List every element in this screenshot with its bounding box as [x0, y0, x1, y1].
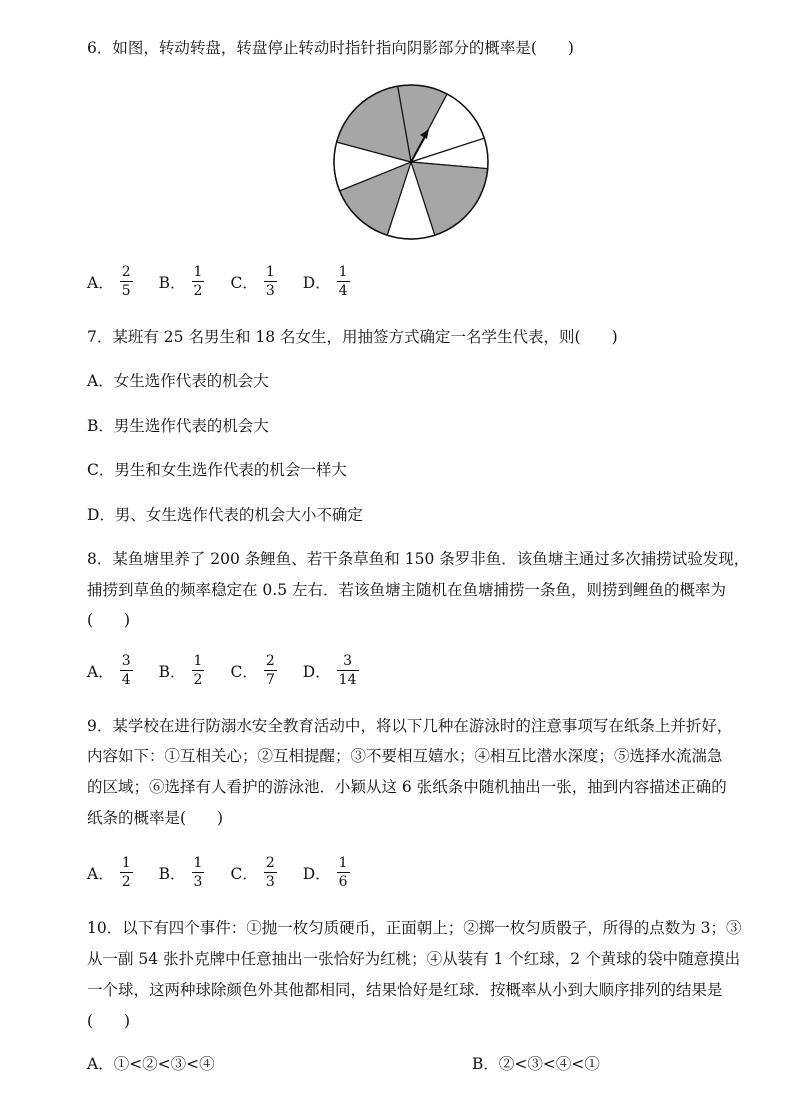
fraction: $\frac{3}{4}$ — [121, 653, 131, 688]
q9-line-2: 内容如下：①互相关心；②互相提醒；③不要相互嬉水；④相互比潜水深度；⑤选择水流湍急 — [87, 747, 723, 765]
q8-line-2: 捕捞到草鱼的频率稳定在 0.5 左右．若该鱼塘主随机在鱼塘捕捞一条鱼，则捞到鲤鱼的概率为 — [87, 581, 727, 599]
q6-choice-b[interactable]: B． $\frac{1}{2}$ — [158, 264, 203, 299]
q6-choice-a[interactable]: A． $\frac{2}{5}$ — [87, 264, 131, 299]
q7-option-a[interactable]: A．女生选作代表的机会大 — [87, 372, 269, 390]
q9-line-3: 的区域；⑥选择有人看护的游泳池．小颖从这 6 张纸条中随机抽出一张，抽到内容描述正确的 — [87, 778, 727, 796]
fraction: $\frac{2}{3}$ — [265, 855, 275, 890]
q8-line-1: 8．某鱼塘里养了 200 条鲤鱼、若干条草鱼和 150 条罗非鱼．该鱼塘主通过多次捕捞试验发现， — [87, 550, 750, 568]
fraction: $\frac{1}{4}$ — [338, 264, 348, 299]
fraction: $\frac{1}{2}$ — [193, 264, 203, 299]
q7-option-b[interactable]: B．男生选作代表的机会大 — [87, 417, 269, 435]
q9-choices — [87, 855, 376, 890]
spinner-figure — [330, 83, 492, 241]
q9-choice-b[interactable]: B． $\frac{1}{3}$ — [158, 855, 203, 890]
q10-line-4: ( ) — [87, 1012, 131, 1030]
fraction: $\frac{1}{2}$ — [193, 653, 203, 688]
q6-choice-d[interactable]: D． $\frac{1}{4}$ — [302, 264, 348, 299]
q8-choice-d[interactable]: D． $\frac{3}{14}$ — [302, 653, 357, 688]
q8-choice-b[interactable]: B． $\frac{1}{2}$ — [158, 653, 203, 688]
q8-choices — [87, 653, 385, 688]
q10-option-b[interactable]: B．②<③<④<① — [472, 1055, 600, 1073]
q10-option-a[interactable]: A．①<②<③<④ — [87, 1055, 215, 1073]
q8-choice-c[interactable]: C． $\frac{2}{7}$ — [230, 653, 275, 688]
fraction: $\frac{1}{6}$ — [338, 855, 348, 890]
fraction: $\frac{1}{3}$ — [265, 264, 275, 299]
q10-line-3: 一个球，这两种球除颜色外其他都相同，结果恰好是红球．按概率从小到大顺序排列的结果是 — [87, 981, 723, 999]
fraction: $\frac{3}{14}$ — [338, 653, 357, 688]
q8-line-3: ( ) — [87, 611, 131, 629]
fraction: $\frac{2}{7}$ — [265, 653, 275, 688]
q6-choices — [87, 264, 376, 299]
q9-line-1: 9．某学校在进行防溺水安全教育活动中，将以下几种在游泳时的注意事项写在纸条上并折好， — [87, 717, 733, 735]
q10-line-2: 从一副 54 张扑克牌中任意抽出一张恰好为红桃；④从装有 1 个红球，2 个黄球的袋中随意摸出 — [87, 950, 741, 968]
q7-option-d[interactable]: D．男、女生选作代表的机会大小不确定 — [87, 506, 363, 524]
q7-text: 7．某班有 25 名男生和 18 名女生，用抽签方式确定一名学生代表，则( ) — [87, 328, 618, 346]
fraction: $\frac{1}{2}$ — [121, 855, 131, 890]
q8-choice-a[interactable]: A． $\frac{3}{4}$ — [87, 653, 131, 688]
q9-line-4: 纸条的概率是( ) — [87, 809, 224, 827]
q9-choice-c[interactable]: C． $\frac{2}{3}$ — [230, 855, 275, 890]
q7-option-c[interactable]: C．男生和女生选作代表的机会一样大 — [87, 461, 347, 479]
q6-choice-c[interactable]: C． $\frac{1}{3}$ — [230, 264, 275, 299]
q6-text: 6．如图，转动转盘，转盘停止转动时指针指向阴影部分的概率是( ) — [87, 39, 574, 57]
q9-choice-a[interactable]: A． $\frac{1}{2}$ — [87, 855, 131, 890]
fraction: $\frac{1}{3}$ — [193, 855, 203, 890]
fraction: $\frac{2}{5}$ — [121, 264, 131, 299]
q9-choice-d[interactable]: D． $\frac{1}{6}$ — [302, 855, 348, 890]
q10-line-1: 10．以下有四个事件：①抛一枚匀质硬币，正面朝上；②掷一枚匀质骰子，所得的点数为 3；③ — [87, 919, 742, 937]
